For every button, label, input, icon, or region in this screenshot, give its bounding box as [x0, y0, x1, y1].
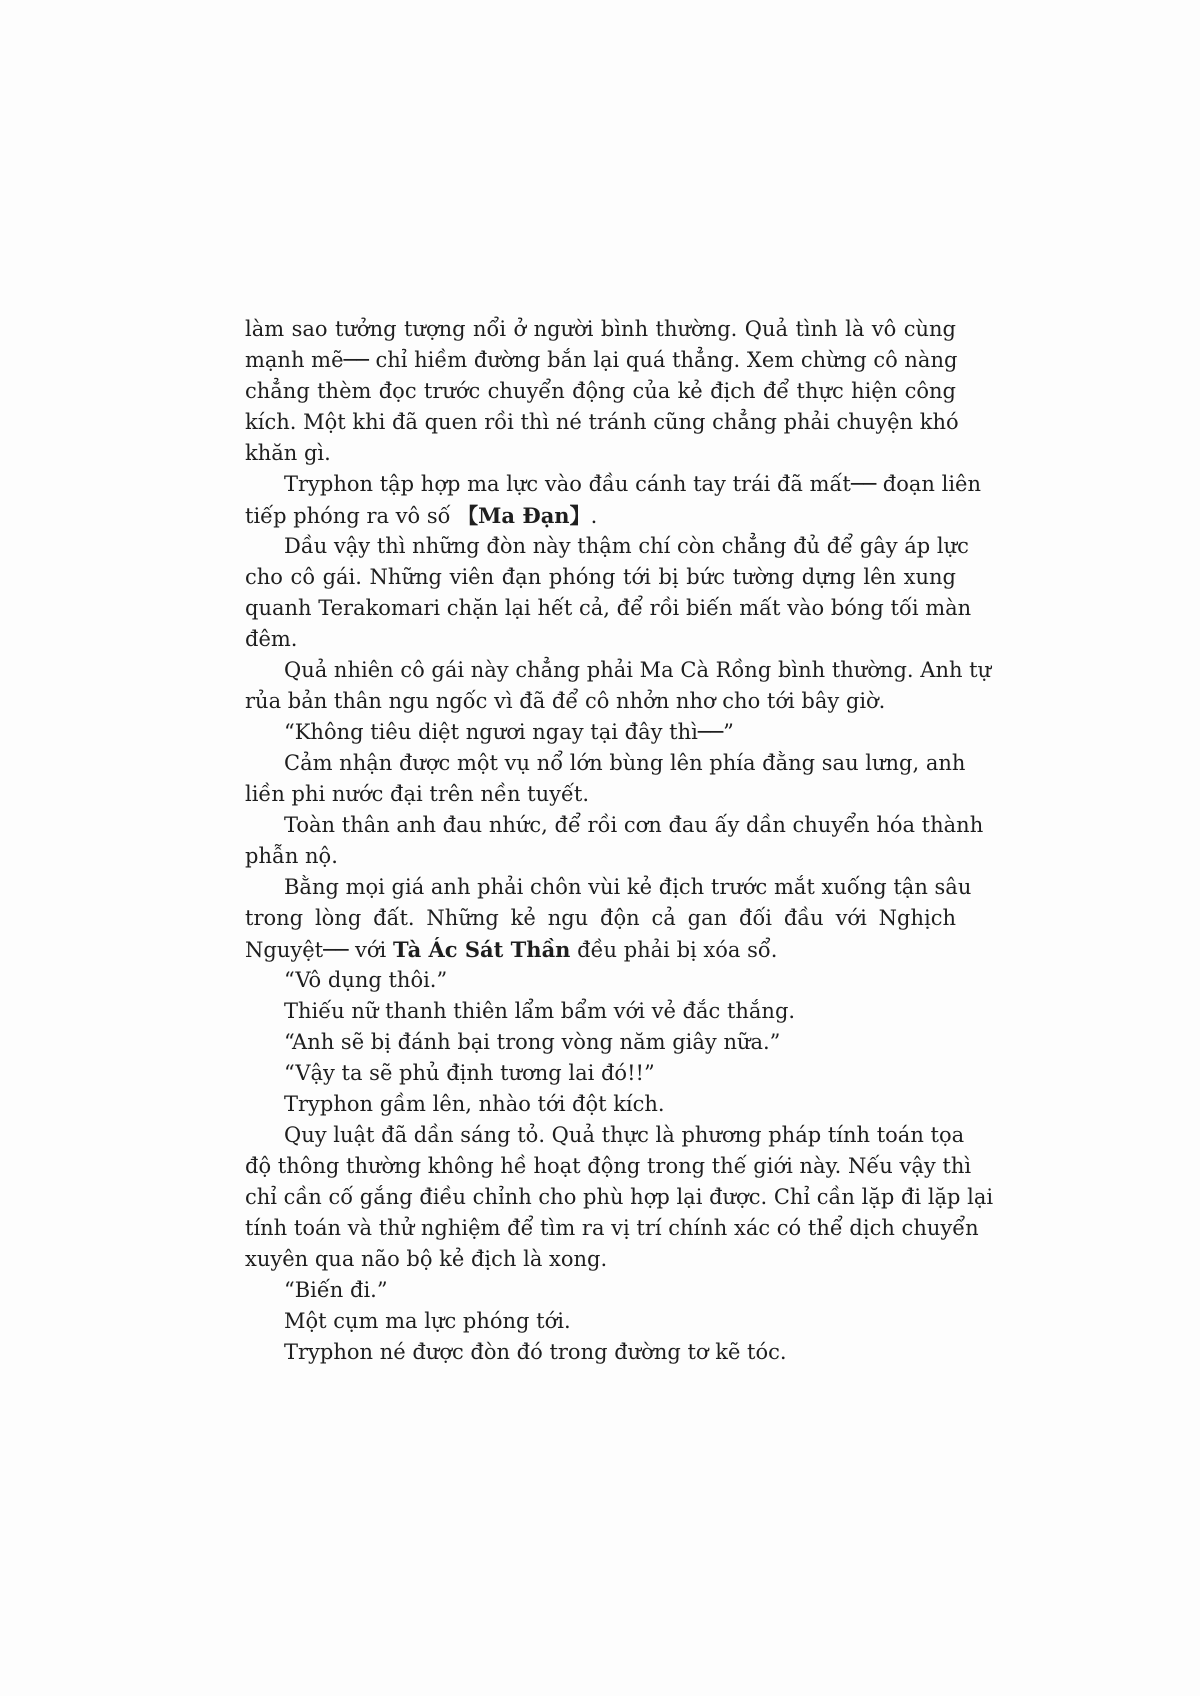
dialogue-line: “Không tiêu diệt ngươi ngay tại đây thì──” — [284, 720, 734, 744]
text-line: Thiếu nữ thanh thiên lẩm bẩm với vẻ đắc thắng. — [284, 999, 796, 1023]
text-line: khăn gì. — [245, 441, 331, 465]
text-line: rủa bản thân ngu ngốc vì đã để cô nhởn nhơ cho tới bây giờ. — [245, 689, 886, 713]
text-segment: tiếp phóng ra vô số — [245, 504, 458, 528]
text-line: Tryphon tập hợp ma lực vào đầu cánh tay trái đã mất── đoạn liên — [284, 472, 981, 496]
text-line: Tryphon gầm lên, nhào tới đột kích. — [284, 1092, 665, 1116]
text-line — [245, 934, 956, 965]
skill-name-ma-dan: 【Ma Đạn】 — [457, 503, 591, 528]
text-line: xuyên qua não bộ kẻ địch là xong. — [245, 1247, 608, 1271]
dialogue-line: “Vô dụng thôi.” — [284, 968, 448, 992]
text-line: Quả nhiên cô gái này chẳng phải Ma Cà Rồng bình thường. Anh tự — [284, 658, 992, 682]
text-line: kích. Một khi đã quen rồi thì né tránh cũng chẳng phải chuyện khó — [245, 410, 959, 434]
text-line — [245, 500, 956, 531]
text-line: độ thông thường không hề hoạt động trong thế giới này. Nếu vậy thì — [245, 1154, 972, 1178]
text-segment: . — [590, 504, 598, 528]
body-text — [245, 314, 994, 1368]
text-line: Dầu vậy thì những đòn này thậm chí còn chẳng đủ để gây áp lực — [284, 534, 969, 558]
text-segment: Nguyệt── với — [245, 938, 393, 962]
text-segment: đều phải bị xóa sổ. — [570, 938, 778, 962]
dialogue-line: “Vậy ta sẽ phủ định tương lai đó!!” — [284, 1061, 655, 1085]
text-line: liền phi nước đại trên nền tuyết. — [245, 782, 590, 806]
text-line: mạnh mẽ── chỉ hiềm đường bắn lại quá thẳng. Xem chừng cô nàng — [245, 348, 958, 372]
text-line: Cảm nhận được một vụ nổ lớn bùng lên phía đằng sau lưng, anh — [284, 751, 966, 775]
text-line: Toàn thân anh đau nhức, để rồi cơn đau ấy dần chuyển hóa thành — [284, 813, 984, 837]
dialogue-line: “Biến đi.” — [284, 1278, 388, 1302]
text-line: Quy luật đã dần sáng tỏ. Quả thực là phương pháp tính toán tọa — [284, 1123, 965, 1147]
text-line: làm sao tưởng tượng nổi ở người bình thường. Quả tình là vô cùng — [245, 317, 956, 341]
dialogue-line: “Anh sẽ bị đánh bại trong vòng năm giây nữa.” — [284, 1030, 781, 1054]
text-line: quanh Terakomari chặn lại hết cả, để rồi biến mất vào bóng tối màn — [245, 596, 972, 620]
text-line: cho cô gái. Những viên đạn phóng tới bị bức tường dựng lên xung — [245, 565, 956, 589]
text-line: đêm. — [245, 627, 298, 651]
text-line: chỉ cần cố gắng điều chỉnh cho phù hợp lại được. Chỉ cần lặp đi lặp lại — [245, 1185, 994, 1209]
text-line: trong lòng đất. Những kẻ ngu độn cả gan đối đầu với Nghịch — [245, 906, 956, 930]
text-line: Tryphon né được đòn đó trong đường tơ kẽ tóc. — [284, 1340, 787, 1364]
text-line: phẫn nộ. — [245, 844, 338, 868]
title-ta-ac-sat-than: Tà Ác Sát Thần — [392, 937, 571, 962]
text-line: tính toán và thử nghiệm để tìm ra vị trí chính xác có thể dịch chuyển — [245, 1216, 979, 1240]
text-line: Một cụm ma lực phóng tới. — [284, 1309, 571, 1333]
text-line: chẳng thèm đọc trước chuyển động của kẻ địch để thực hiện công — [245, 379, 956, 403]
text-line: Bằng mọi giá anh phải chôn vùi kẻ địch trước mắt xuống tận sâu — [284, 875, 972, 899]
